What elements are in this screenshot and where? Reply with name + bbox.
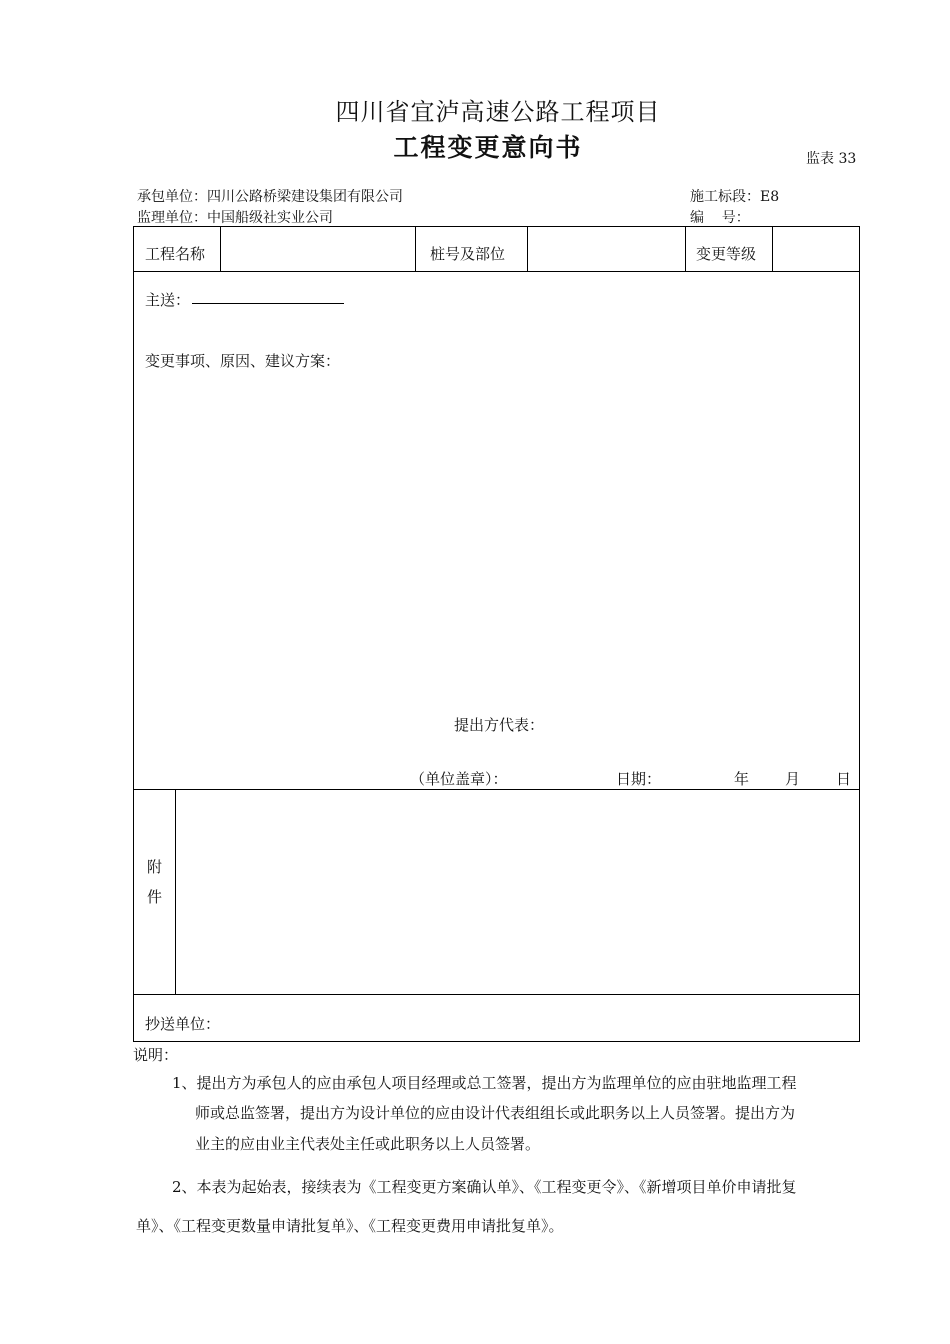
project-name-label: 工程名称 <box>145 245 206 263</box>
attachment-label-char2: 件 <box>147 888 163 906</box>
note-1-line3: 业主的应由业主代表处主任或此职务以上人员签署。 <box>195 1135 541 1153</box>
seal-label: （单位盖章）： <box>410 770 508 788</box>
form-number: 监表 33 <box>806 151 857 167</box>
supervisor-line: 监理单位：中国船级社实业公司 <box>137 210 333 226</box>
number-line: 编 号： <box>690 210 750 226</box>
change-items-label: 变更事项、原因、建议方案： <box>145 352 341 370</box>
send-to-underline[interactable] <box>192 303 344 304</box>
send-to-label: 主送： <box>145 291 191 309</box>
notes-heading: 说明： <box>133 1046 179 1064</box>
document-title-line2: 工程变更意向书 <box>393 133 583 162</box>
date-label: 日期： <box>616 770 662 788</box>
proposer-label: 提出方代表： <box>454 716 545 734</box>
change-level-label: 变更等级 <box>696 245 757 263</box>
document-title-line1: 四川省宜泸高速公路工程项目 <box>335 98 661 126</box>
cc-label: 抄送单位： <box>145 1015 221 1033</box>
month-label: 月 <box>785 770 801 788</box>
note-1-line2: 师或总监签署，提出方为设计单位的应由设计代表组组长或此职务以上人员签署。提出方为 <box>195 1104 796 1122</box>
note-1-line1: 1、提出方为承包人的应由承包人项目经理或总工签署，提出方为监理单位的应由驻地监理工程 <box>172 1074 797 1092</box>
station-label: 桩号及部位 <box>430 245 506 263</box>
note-2-line2: 单》、《工程变更数量申请批复单》、《工程变更费用申请批复单》。 <box>136 1217 564 1235</box>
day-label: 日 <box>836 770 852 788</box>
attachment-label-char1: 附 <box>147 858 163 876</box>
note-2-line1: 2、本表为起始表，接续表为《工程变更方案确认单》、《工程变更令》、《新增项目单价申请批复 <box>172 1178 797 1196</box>
section-line: 施工标段：E8 <box>690 189 780 205</box>
year-label: 年 <box>734 770 750 788</box>
contractor-line: 承包单位：四川公路桥梁建设集团有限公司 <box>137 189 403 205</box>
